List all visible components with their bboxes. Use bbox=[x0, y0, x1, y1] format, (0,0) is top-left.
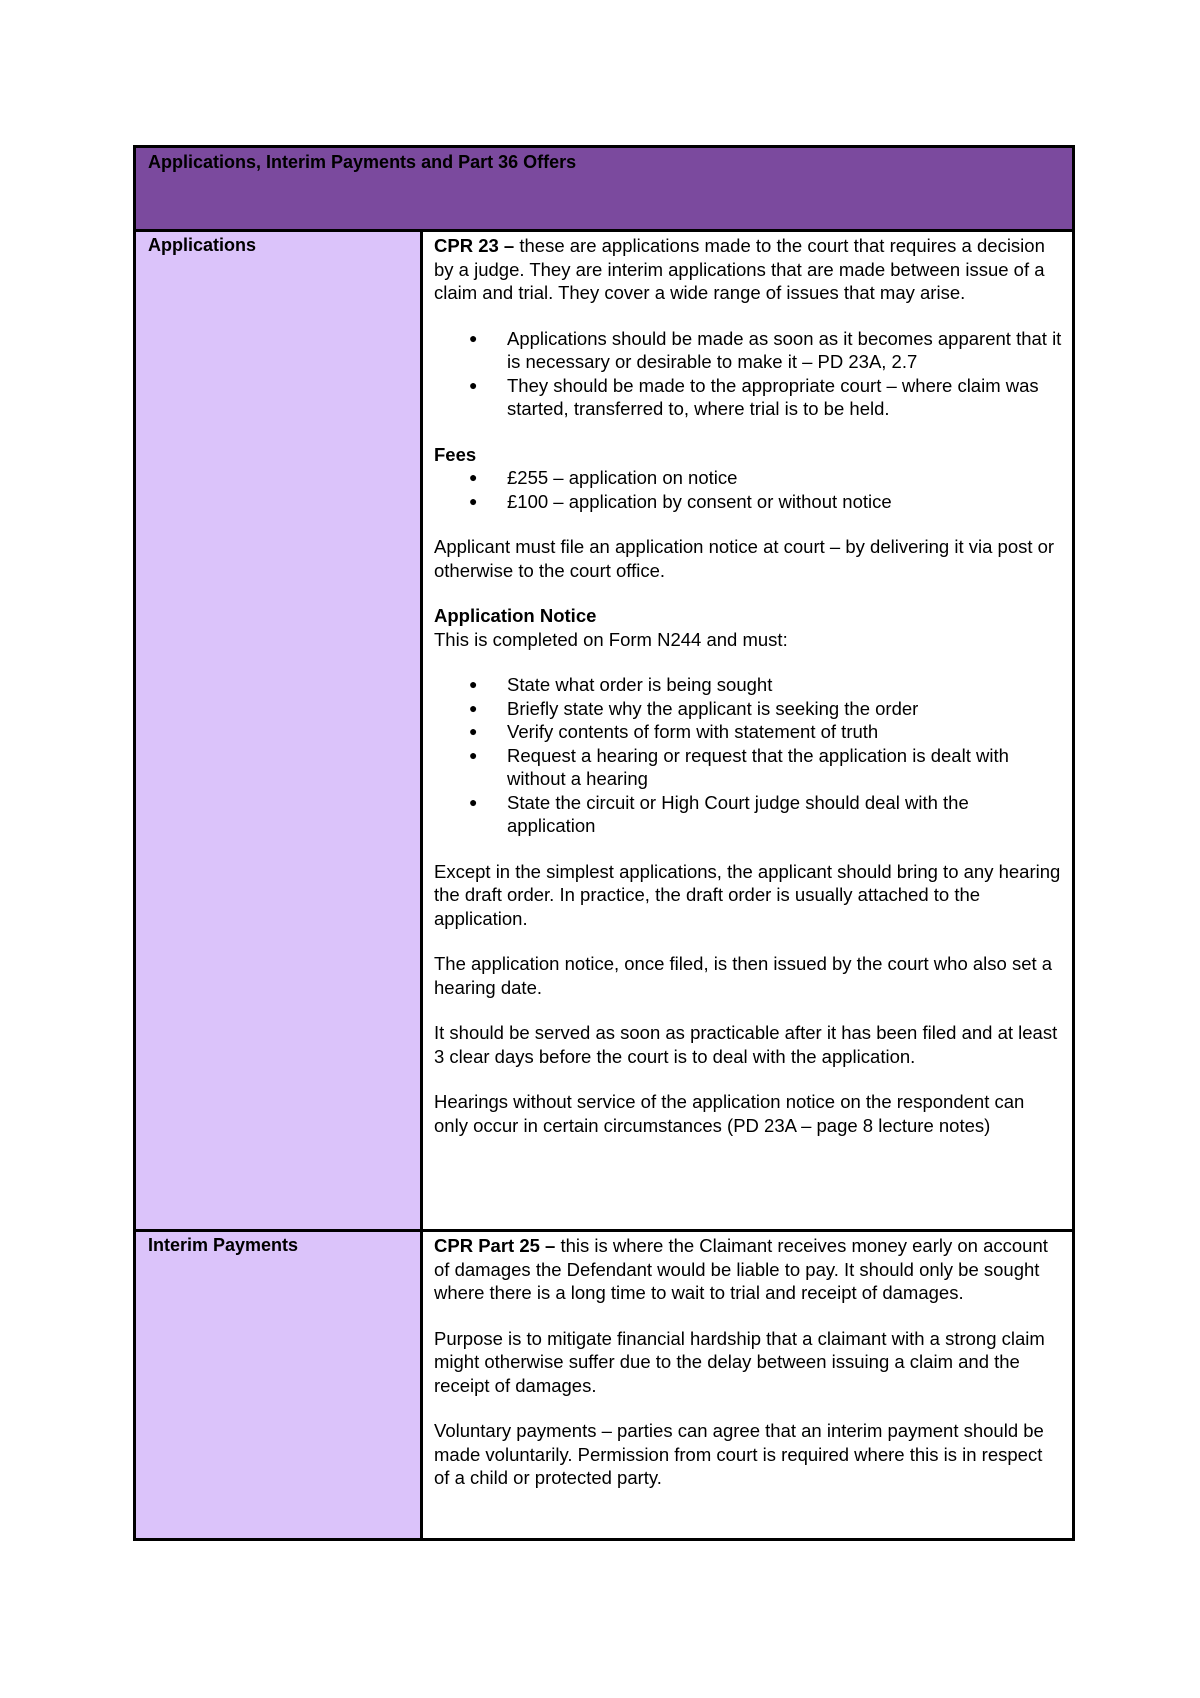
list-item: ● Applications should be made as soon as it becomes apparent that it is necessary or desirable to make it – PD 23A, 2.7 bbox=[469, 327, 1062, 372]
bullet-icon: ● bbox=[469, 376, 478, 393]
cpr25-reference: CPR Part 25 – bbox=[434, 1235, 556, 1256]
list-item: ● Briefly state why the applicant is seeking the order bbox=[469, 697, 919, 719]
service-paragraph: It should be served as soon as practicable after it has been filed and at least 3 clear days before the court is to deal with the application. bbox=[434, 1022, 1058, 1067]
bullet-icon: ● bbox=[469, 746, 478, 763]
list-item: ● Verify contents of form with statement of truth bbox=[469, 721, 879, 742]
list-item: ● £100 – application by consent or without notice bbox=[469, 490, 892, 512]
table-row-interim-payments bbox=[136, 1232, 1072, 1538]
label-cell-applications bbox=[136, 232, 423, 1229]
row-label-applications: Applications bbox=[148, 235, 257, 255]
table-title: Applications, Interim Payments and Part 36 Offers bbox=[148, 152, 577, 172]
hearings-paragraph: Hearings without service of the application notice on the respondent can only occur in certain circumstances (PD 23A – page 8 lecture notes) bbox=[434, 1091, 1025, 1136]
applications-intro-text: these are applications made to the court that requires a decision by a judge. They are interim applications that are made between issue of a claim and trial. They cover a wide range of issues that may arise. bbox=[434, 235, 1045, 303]
list-item: ● £255 – application on notice bbox=[469, 467, 738, 488]
content-cell-applications bbox=[423, 232, 1072, 1229]
content-cell-interim bbox=[423, 1232, 1072, 1538]
table-header bbox=[136, 148, 1072, 232]
bullet-icon: ● bbox=[469, 492, 478, 509]
bullet-icon: ● bbox=[469, 329, 478, 346]
filing-paragraph: Applicant must file an application notice at court – by delivering it via post or otherwise to the court office. bbox=[434, 536, 1055, 581]
issued-paragraph: The application notice, once filed, is then issued by the court who also set a hearing date. bbox=[434, 953, 1053, 998]
interim-intro-text: this is where the Claimant receives money early on account of damages the Defendant would be liable to pay. It should only be sought where there is a long time to wait to trial and receipt of damages. bbox=[434, 1235, 1048, 1303]
label-cell-interim bbox=[136, 1232, 423, 1538]
table-row-applications bbox=[136, 232, 1072, 1232]
bullet-icon: ● bbox=[469, 469, 478, 485]
bullet-icon: ● bbox=[469, 699, 478, 716]
list-item: ● They should be made to the appropriate court – where claim was started, transferred to, where trial is to be held. bbox=[469, 374, 1039, 419]
bullet-icon: ● bbox=[469, 723, 478, 739]
application-notice-heading: Application Notice bbox=[434, 605, 597, 626]
fees-heading: Fees bbox=[434, 443, 477, 465]
purpose-paragraph: Purpose is to mitigate financial hardship that a claimant with a strong claim might otherwise suffer due to the delay between issuing a claim and the receipt of damages. bbox=[434, 1327, 1045, 1396]
row-label-interim-payments: Interim Payments bbox=[148, 1235, 299, 1255]
list-item: ● State the circuit or High Court judge should deal with the application bbox=[469, 791, 969, 836]
fees-list bbox=[434, 466, 1062, 513]
voluntary-payments-paragraph: Voluntary payments – parties can agree that an interim payment should be made voluntarily. Permission from court is required where this is in respect of a child or protected party. bbox=[434, 1420, 1044, 1488]
interim-intro bbox=[434, 1234, 1062, 1305]
list-item: ● State what order is being sought bbox=[469, 674, 773, 695]
draft-order-paragraph: Except in the simplest applications, the applicant should bring to any hearing the draft order. In practice, the draft order is usually attached to the application. bbox=[434, 860, 1061, 929]
application-notice-intro: This is completed on Form N244 and must: bbox=[434, 628, 788, 650]
notice-bullet-list bbox=[434, 673, 1062, 838]
cpr23-reference: CPR 23 – bbox=[434, 235, 515, 256]
applications-intro bbox=[434, 234, 1062, 305]
bullet-icon: ● bbox=[469, 676, 478, 692]
list-item: ● Request a hearing or request that the application is dealt with without a hearing bbox=[469, 744, 1009, 789]
bullet-icon: ● bbox=[469, 793, 478, 810]
document-table bbox=[133, 145, 1075, 1541]
applications-bullet-list bbox=[434, 327, 1062, 421]
